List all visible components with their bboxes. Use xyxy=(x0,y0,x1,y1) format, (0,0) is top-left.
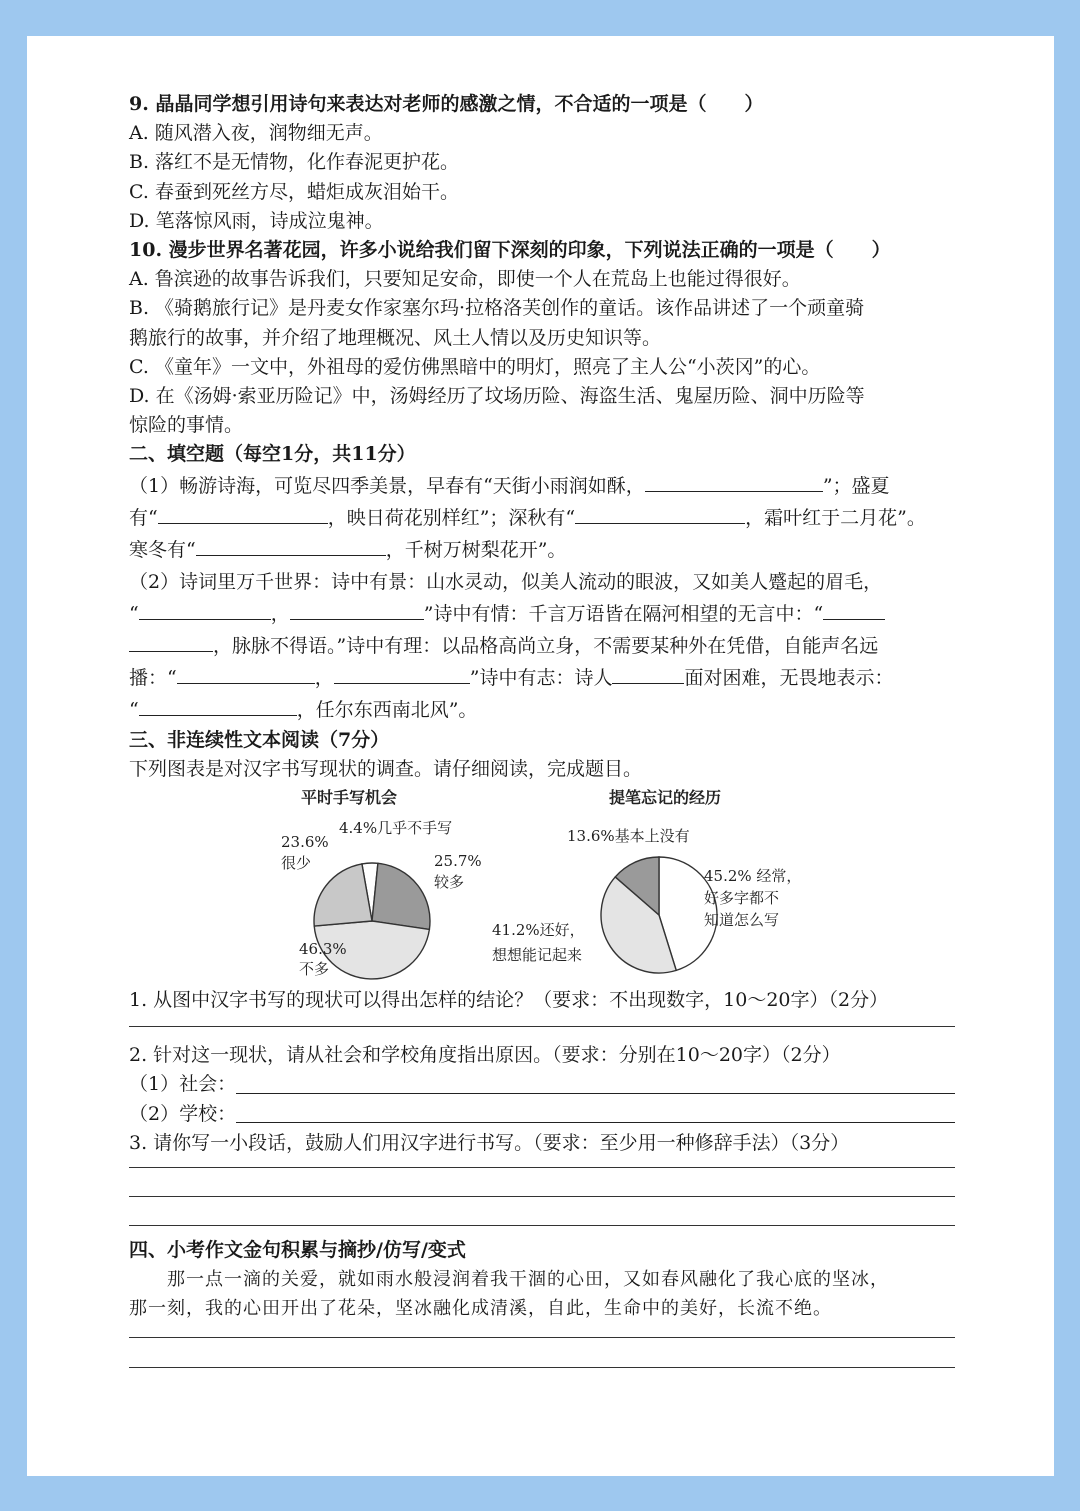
q9-option-a: A. 随风潜入夜，润物细无声。 xyxy=(129,122,383,145)
answer-blank[interactable] xyxy=(196,536,386,556)
pie-chart-title: 提笔忘记的经历 xyxy=(608,788,722,808)
pie-chart-title: 平时手写机会 xyxy=(300,788,398,808)
answer-blank[interactable] xyxy=(575,504,745,524)
section3-intro: 下列图表是对汉字书写现状的调查。请仔细阅读，完成题目。 xyxy=(129,757,643,780)
section2-title: 二、填空题（每空1分，共11分） xyxy=(129,443,416,466)
q9-option-c: C. 春蚕到死丝方尽，蜡炬成灰泪始干。 xyxy=(129,180,459,203)
pie-slice-sublabel: 不多 xyxy=(299,960,330,979)
pie-slice-sublabel: 较多 xyxy=(434,873,465,892)
s3-q2-society: （1）社会： xyxy=(129,1070,955,1099)
pie-slice-label: 23.6% xyxy=(281,833,329,852)
pie-slice-sublabel: 想想能记起来 xyxy=(492,946,583,965)
q9-stem: 9. 晶晶同学想引用诗句来表达对老师的感激之情，不合适的一项是（ ） xyxy=(129,93,764,115)
answer-blank[interactable] xyxy=(177,664,315,684)
pie-slice-label: 25.7% xyxy=(434,852,482,871)
fill-p1-line1: （1）畅游诗海，可览尽四季美景，早春有“天街小雨润如酥， ”；盛夏 xyxy=(129,470,955,502)
answer-line[interactable] xyxy=(129,1366,955,1368)
worksheet-page xyxy=(27,36,1054,1476)
q9-option-b: B. 落红不是无情物，化作春泥更护花。 xyxy=(129,151,460,174)
pie-slice-label: 46.3% xyxy=(299,940,347,959)
pie-slice-label: 41.2%还好， xyxy=(492,921,585,940)
answer-blank[interactable] xyxy=(129,632,213,652)
s3-q1: 1. 从图中汉字书写的现状可以得出怎样的结论？（要求：不出现数字，10～20字）（2分） xyxy=(129,989,889,1012)
q10-option-d-cont: 惊险的事情。 xyxy=(129,414,244,437)
fill-p2-line5: “ ，任尔东西南北风”。 xyxy=(129,694,955,726)
fill-p1-line3: 寒冬有“ ，千树万树梨花开”。 xyxy=(129,534,955,566)
q10-stem: 10. 漫步世界名著花园，许多小说给我们留下深刻的印象，下列说法正确的一项是（ ） xyxy=(129,239,891,262)
fill-p1-line2: 有“ ，映日荷花别样红”；深秋有“ ，霜叶红于二月花”。 xyxy=(129,502,955,534)
pie-slice-sublabel: 好多字都不 xyxy=(704,889,780,908)
q10-option-b: B. 《骑鹅旅行记》是丹麦女作家塞尔玛·拉格洛芙创作的童话。该作品讲述了一个顽童骑 xyxy=(129,297,865,320)
answer-blank[interactable] xyxy=(158,504,328,524)
s3-q2: 2. 针对这一现状，请从社会和学校角度指出原因。（要求：分别在10～20字）（2分） xyxy=(129,1044,841,1067)
answer-blank[interactable] xyxy=(334,664,470,684)
pie-slice-sublabel: 知道怎么写 xyxy=(704,911,780,930)
pie-slice-label: 45.2% 经常， xyxy=(704,867,802,886)
q10-option-b-cont: 鹅旅行的故事，并介绍了地理概况、风土人情以及历史知识等。 xyxy=(129,326,662,349)
q9-option-d: D. 笔落惊风雨，诗成泣鬼神。 xyxy=(129,209,384,232)
answer-blank[interactable] xyxy=(823,600,885,620)
s3-q2-school: （2）学校： xyxy=(129,1100,955,1129)
fill-p2-line3: ，脉脉不得语。”诗中有理：以品格高尚立身，不需要某种外在凭借，自能声名远 xyxy=(129,630,955,662)
answer-blank[interactable] xyxy=(236,1074,955,1094)
answer-blank[interactable] xyxy=(612,664,684,684)
pie-slice-label: 4.4%几乎不手写 xyxy=(339,819,453,838)
answer-blank[interactable] xyxy=(139,696,297,716)
pie-slice xyxy=(314,864,372,926)
model-sentence-line1: 那一点一滴的关爱，就如雨水般浸润着我干涸的心田，又如春风融化了我心底的坚冰， xyxy=(129,1269,889,1291)
answer-blank[interactable] xyxy=(290,600,424,620)
pie-slice-sublabel: 很少 xyxy=(281,854,312,873)
s3-q3: 3. 请你写一小段话，鼓励人们用汉字进行书写。（要求：至少用一种修辞手法）（3分） xyxy=(129,1131,850,1154)
fill-p2-line1: （2）诗词里万千世界：诗中有景：山水灵动，似美人流动的眼波，又如美人蹙起的眉毛， xyxy=(129,570,883,593)
worksheet-content xyxy=(129,90,955,1368)
fill-p2-line2: “ ， ”诗中有情：千言万语皆在隔河相望的无言中：“ xyxy=(129,598,955,630)
model-sentence-line2: 那一刻，我的心田开出了花朵，坚冰融化成清溪，自此，生命中的美好，长流不绝。 xyxy=(129,1298,832,1320)
answer-blank[interactable] xyxy=(645,472,823,492)
q10-option-a: A. 鲁滨逊的故事告诉我们，只要知足安命，即使一个人在荒岛上也能过得很好。 xyxy=(129,268,801,291)
section3-title: 三、非连续性文本阅读（7分） xyxy=(129,728,390,751)
q10-option-d: D. 在《汤姆·索亚历险记》中，汤姆经历了坟场历险、海盗生活、鬼屋历险、洞中历险等 xyxy=(129,385,865,408)
section4-title: 四、小考作文金句积累与摘抄/仿写/变式 xyxy=(129,1239,466,1262)
pie-charts-svg xyxy=(129,784,955,982)
fill-p2-line4: 播：“ ， ”诗中有志：诗人 面对困难，无畏地表示： xyxy=(129,662,955,694)
pie-slice xyxy=(372,863,430,929)
pie-slice-label: 13.6%基本上没有 xyxy=(567,827,690,846)
answer-blank[interactable] xyxy=(236,1103,955,1123)
q10-option-c: C. 《童年》一文中，外祖母的爱仿佛黑暗中的明灯，照亮了主人公“小茨冈”的心。 xyxy=(129,355,821,378)
answer-blank[interactable] xyxy=(139,600,271,620)
pie-charts xyxy=(129,784,955,982)
